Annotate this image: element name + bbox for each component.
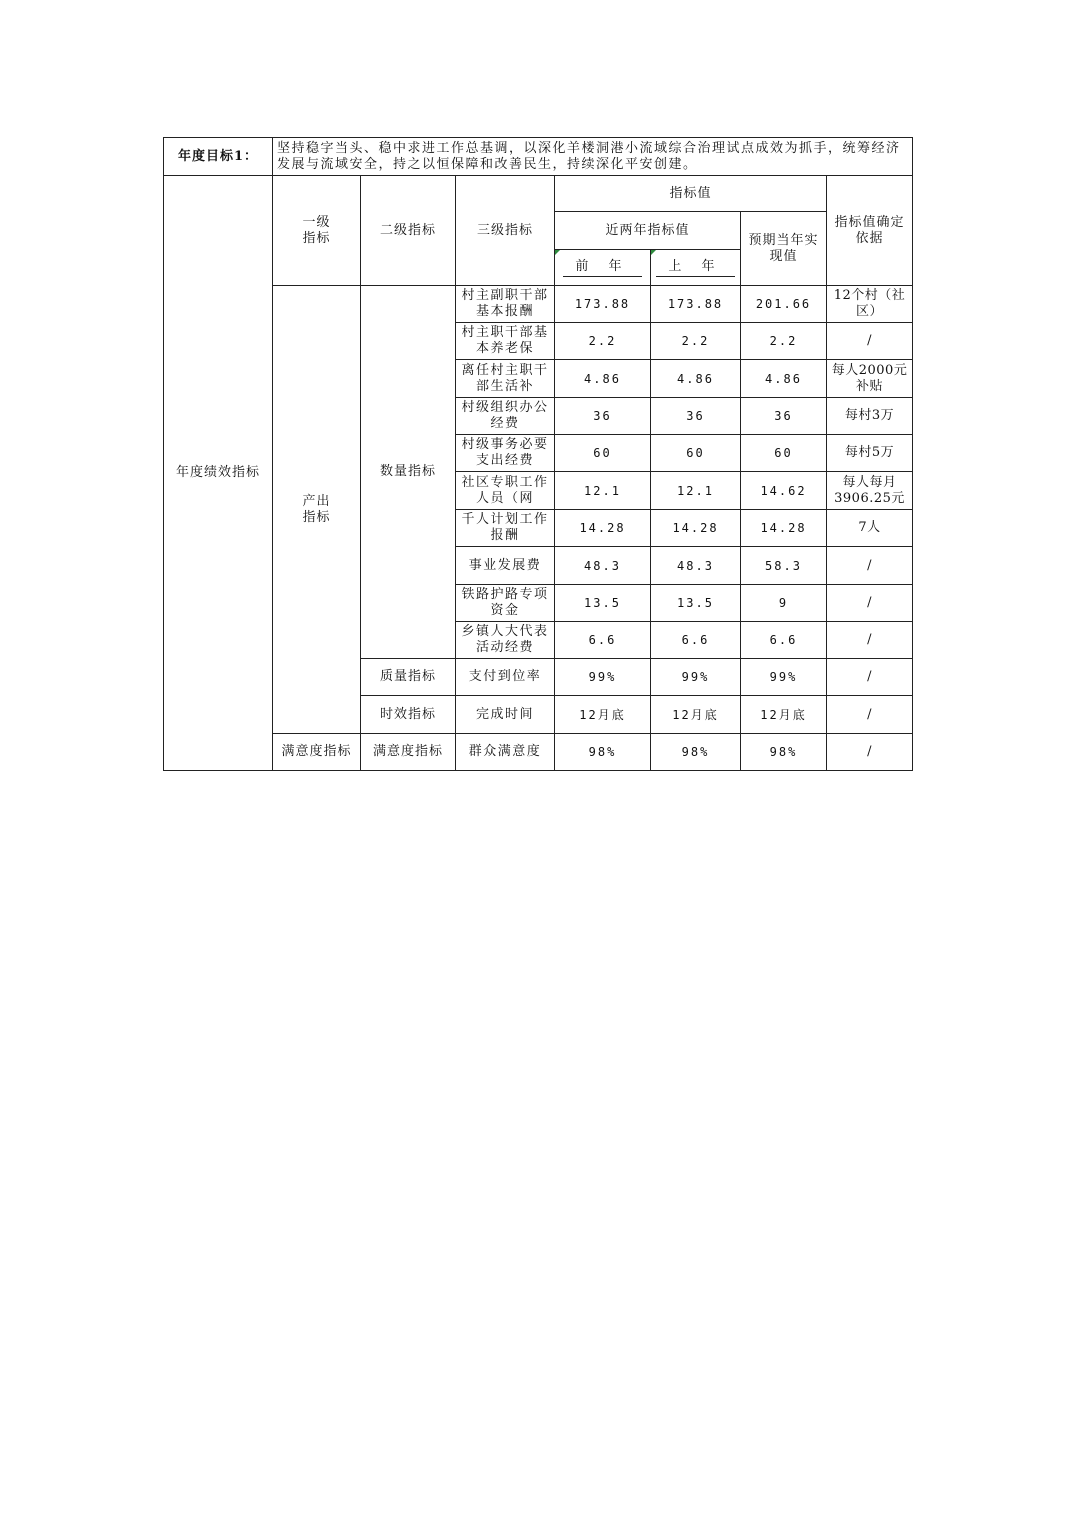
quality-indicator-group: 质量指标 xyxy=(361,659,456,696)
level3-header: 三级指标 xyxy=(456,176,555,286)
header-row-1 xyxy=(164,176,913,212)
row-prev: 99% xyxy=(555,659,651,696)
row-expected: 9 xyxy=(741,585,827,622)
row-last: 14.28 xyxy=(651,510,741,547)
row-expected: 12月底 xyxy=(741,696,827,734)
row-basis: 每村5万 xyxy=(827,435,913,472)
row-prev: 6.6 xyxy=(555,622,651,659)
row-name: 乡镇人大代表活动经费 xyxy=(456,622,555,659)
row-prev: 2.2 xyxy=(555,323,651,360)
timeliness-indicator-group: 时效指标 xyxy=(361,696,456,734)
row-last: 173.88 xyxy=(651,286,741,323)
performance-table xyxy=(163,137,913,771)
row-expected: 14.62 xyxy=(741,472,827,510)
row-expected: 14.28 xyxy=(741,510,827,547)
row-last: 2.2 xyxy=(651,323,741,360)
goal-text: 坚持稳字当头、稳中求进工作总基调，以深化羊楼洞港小流域综合治理试点成效为抓手，统筹经济发展与流域安全，持之以恒保障和改善民生，持续深化平安创建。 xyxy=(273,138,913,176)
row-last: 36 xyxy=(651,398,741,435)
row-basis: / xyxy=(827,696,913,734)
row-prev: 48.3 xyxy=(555,547,651,585)
output-indicator-group: 产出 指标 xyxy=(273,286,361,734)
satisfaction-indicator-l2: 满意度指标 xyxy=(361,734,456,771)
row-name: 社区专职工作人员（网 xyxy=(456,472,555,510)
table-row xyxy=(164,734,913,771)
row-last: 12.1 xyxy=(651,472,741,510)
row-expected: 99% xyxy=(741,659,827,696)
row-prev: 14.28 xyxy=(555,510,651,547)
row-expected: 6.6 xyxy=(741,622,827,659)
table-row xyxy=(164,286,913,323)
row-expected: 2.2 xyxy=(741,323,827,360)
expected-header: 预期当年实现值 xyxy=(741,212,827,286)
row-basis: 7人 xyxy=(827,510,913,547)
row-last: 13.5 xyxy=(651,585,741,622)
goal-label: 年度目标1： xyxy=(164,138,273,176)
quantity-indicator-group: 数量指标 xyxy=(361,286,456,659)
row-name: 铁路护路专项资金 xyxy=(456,585,555,622)
row-prev: 12.1 xyxy=(555,472,651,510)
performance-target-sheet xyxy=(163,137,912,771)
row-basis: 每人2000元补贴 xyxy=(827,360,913,398)
row-basis: / xyxy=(827,547,913,585)
row-name: 村主副职干部基本报酬 xyxy=(456,286,555,323)
row-expected: 60 xyxy=(741,435,827,472)
level1-header: 一级 指标 xyxy=(273,176,361,286)
satisfaction-indicator-l1: 满意度指标 xyxy=(273,734,361,771)
row-last: 60 xyxy=(651,435,741,472)
prev-year-header xyxy=(555,250,651,286)
annual-indicator-label: 年度绩效指标 xyxy=(164,176,273,771)
row-expected: 58.3 xyxy=(741,547,827,585)
row-basis: 每村3万 xyxy=(827,398,913,435)
indicator-value-header: 指标值 xyxy=(555,176,827,212)
row-prev: 4.86 xyxy=(555,360,651,398)
prev-year-label: 前 年 xyxy=(563,259,641,277)
row-name: 群众满意度 xyxy=(456,734,555,771)
row-name: 完成时间 xyxy=(456,696,555,734)
row-name: 村主职干部基本养老保 xyxy=(456,323,555,360)
row-expected: 36 xyxy=(741,398,827,435)
row-basis: / xyxy=(827,659,913,696)
row-expected: 4.86 xyxy=(741,360,827,398)
recent-two-years-header: 近两年指标值 xyxy=(555,212,741,250)
row-name: 千人计划工作报酬 xyxy=(456,510,555,547)
row-prev: 12月底 xyxy=(555,696,651,734)
row-last: 12月底 xyxy=(651,696,741,734)
goal-row xyxy=(164,138,913,176)
row-last: 4.86 xyxy=(651,360,741,398)
row-name: 村级组织办公经费 xyxy=(456,398,555,435)
row-basis: / xyxy=(827,734,913,771)
row-last: 99% xyxy=(651,659,741,696)
row-last: 6.6 xyxy=(651,622,741,659)
row-prev: 60 xyxy=(555,435,651,472)
level2-header: 二级指标 xyxy=(361,176,456,286)
row-name: 离任村主职干部生活补 xyxy=(456,360,555,398)
row-basis: / xyxy=(827,622,913,659)
row-prev: 13.5 xyxy=(555,585,651,622)
row-basis: / xyxy=(827,585,913,622)
row-name: 村级事务必要支出经费 xyxy=(456,435,555,472)
row-prev: 36 xyxy=(555,398,651,435)
last-year-header xyxy=(651,250,741,286)
row-expected: 98% xyxy=(741,734,827,771)
row-prev: 173.88 xyxy=(555,286,651,323)
row-basis: / xyxy=(827,323,913,360)
last-year-label: 上 年 xyxy=(656,259,734,277)
basis-header: 指标值确定依据 xyxy=(827,176,913,286)
row-name: 支付到位率 xyxy=(456,659,555,696)
row-prev: 98% xyxy=(555,734,651,771)
row-basis: 每人每月3906.25元 xyxy=(827,472,913,510)
row-last: 98% xyxy=(651,734,741,771)
row-expected: 201.66 xyxy=(741,286,827,323)
row-last: 48.3 xyxy=(651,547,741,585)
row-name: 事业发展费 xyxy=(456,547,555,585)
row-basis: 12个村（社区） xyxy=(827,286,913,323)
